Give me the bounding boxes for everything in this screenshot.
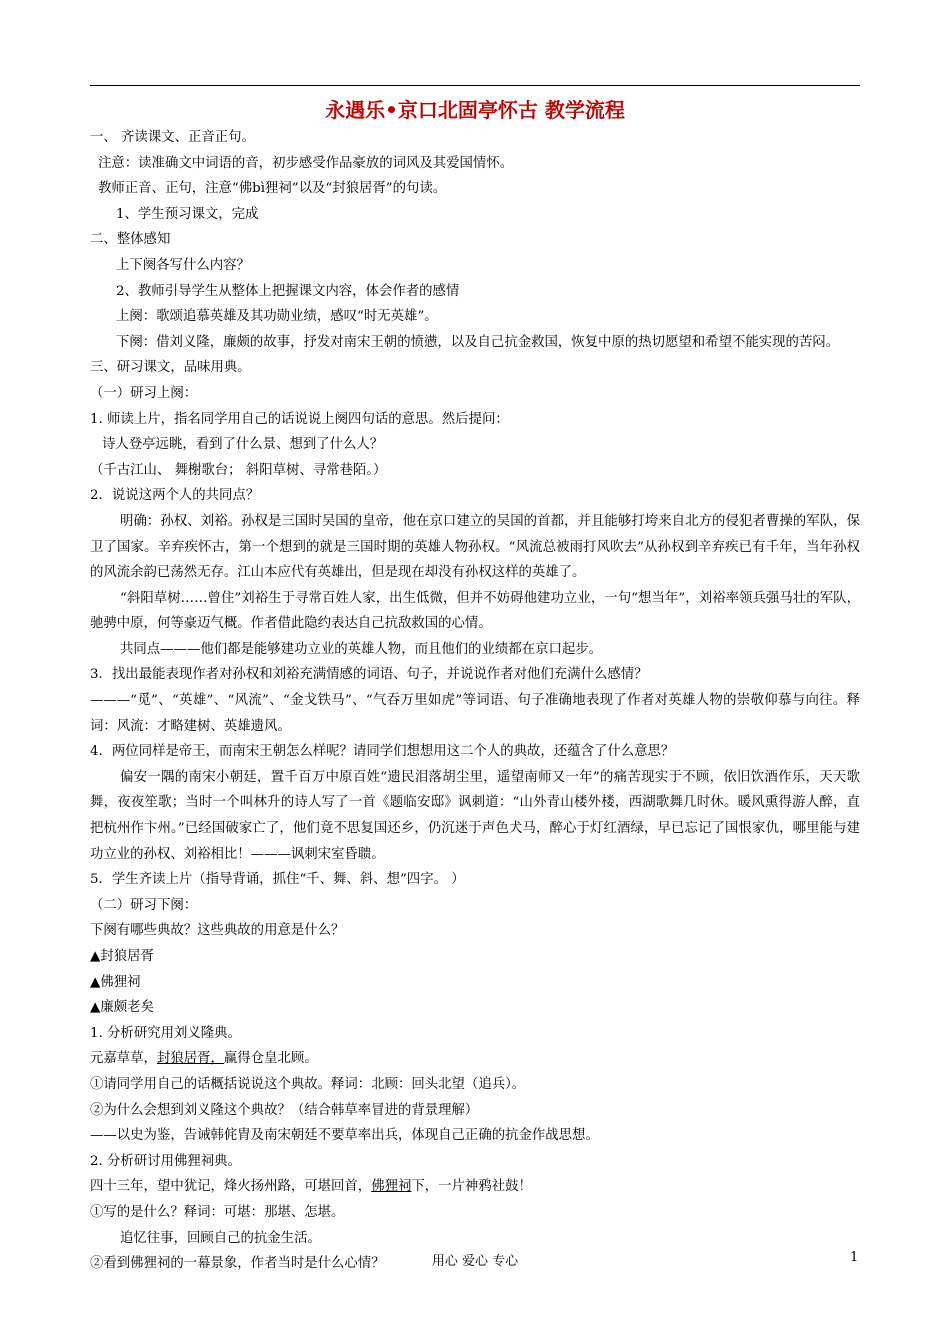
text-line	[90, 970, 860, 996]
text-line	[90, 1098, 860, 1124]
line-text: 教师正音、正句，注意“佛bì狸祠”以及“封狼居胥”的句读。	[98, 181, 447, 197]
text-line	[90, 279, 860, 305]
line-text: 1. 师读上片，指名同学用自己的话说说上阕四句话的意思。然后提问：	[90, 411, 509, 427]
line-text: 2．说说这两个人的共同点？	[90, 488, 260, 504]
line-text: 2. 分析研讨用佛狸祠典。	[90, 1153, 241, 1169]
header-rule	[90, 85, 860, 86]
line-text: 一、 齐读课文、正音正句。	[90, 130, 255, 145]
text-line	[90, 944, 860, 970]
line-text: ▲佛狸祠	[90, 974, 141, 990]
line-text: 二、整体感知	[90, 232, 171, 248]
line-text: 下阕：借刘义隆，廉颇的故事，抒发对南宋王朝的愤懑，以及自己抗金救国，恢复中原的热切愿望和希望不能实现的苦闷。	[116, 334, 840, 350]
text-line	[90, 637, 860, 663]
text-line	[90, 739, 860, 765]
line-text: 上下阕各写什么内容？	[116, 257, 250, 273]
line-text: （二）研习下阕：	[90, 897, 198, 913]
text-line	[90, 1072, 860, 1098]
line-text: ———“觅”、“英雄”、“风流”、“金戈铁马”、“气吞万里如虎”等词语、句子准确地表现了作者对英雄人物的崇敬仰慕与向往。释词：风流：才略建树、英雄遗风。	[90, 693, 860, 734]
line-text: ▲封狼居胥	[90, 949, 154, 964]
text-line	[90, 176, 860, 202]
line-text: ▲廉颇老矣	[90, 1000, 154, 1016]
text-line	[90, 151, 860, 177]
line-text: 上阕：歌颂追慕英雄及其功勋业绩，感叹“时无英雄”。	[116, 309, 438, 325]
text-line	[90, 1046, 860, 1072]
document-body	[90, 125, 860, 1277]
text-line	[90, 893, 860, 919]
text-line	[90, 202, 860, 228]
line-text: 注意：读准确文中词语的音，初步感受作品豪放的词风及其爱国情怀。	[98, 155, 514, 171]
text-line	[90, 407, 860, 433]
text-line	[90, 688, 860, 739]
text-line	[90, 1226, 860, 1252]
text-line	[90, 995, 860, 1021]
text-line	[90, 483, 860, 509]
text-line	[90, 432, 860, 458]
page-title: 永遇乐•京口北固亭怀古 教学流程	[325, 98, 625, 122]
text-line	[90, 458, 860, 484]
line-text: 下阕有哪些典故？这些典故的用意是什么？	[90, 923, 345, 939]
line-text: 四十三年，望中犹记，烽火扬州路，可堪回首，	[90, 1179, 372, 1195]
text-line	[90, 304, 860, 330]
text-line	[90, 125, 860, 151]
footer-slogan: 用心 爱心 专心	[431, 1254, 519, 1269]
line-text: 偏安一隅的南宋小朝廷，置千百万中原百姓“遗民泪落胡尘里，遥望南师又一年”的痛苦现实于不顾，依旧饮酒作乐，天天歌舞，夜夜笙歌；当时一个叫林升的诗人写了一首《题临安邸》讽刺道：“山外青山楼外楼，西湖歌舞几时休。暖风熏得游人醉，直把杭州作卞州。”已经国破家亡了，他们竟不思复国还乡，仍沉迷于声色犬马，醉心于灯红酒绿，早已忘记了国恨家仇，哪里能与建功立业的孙权、刘裕相比！———讽刺宋室昏聩。	[90, 769, 860, 862]
text-line	[90, 1123, 860, 1149]
line-text: 4．两位同样是帝王，而南宋王朝怎么样呢？请同学们想想用这二个人的典故，还蕴含了什么意思？	[90, 744, 675, 760]
text-line	[90, 662, 860, 688]
text-line	[90, 1021, 860, 1047]
text-line	[90, 227, 860, 253]
line-text: 5．学生齐读上片（指导背诵，抓住“千、舞、斜、想”四字。 ）	[90, 872, 465, 888]
line-text: 追忆往事，回顾自己的抗金生活。	[120, 1230, 321, 1246]
line-text-tail: 下，一片神鸦社鼓！	[411, 1179, 532, 1195]
line-text-tail: 赢得仓皇北顾。	[223, 1051, 318, 1067]
underlined-text: 佛狸祠	[371, 1179, 412, 1195]
line-text: 元嘉草草，	[90, 1051, 157, 1067]
text-line	[90, 918, 860, 944]
text-line	[90, 381, 860, 407]
text-line	[90, 765, 860, 867]
line-text: 1、学生预习课文，完成	[116, 206, 259, 222]
text-line	[90, 509, 860, 586]
text-line	[90, 355, 860, 381]
page-number: 1	[850, 1250, 859, 1265]
line-text: 明确：孙权、刘裕。孙权是三国时吴国的皇帝，他在京口建立的吴国的首都，并且能够打垮来自北方的侵犯者曹操的军队，保卫了国家。辛弃疾怀古，第一个想到的就是三国时期的英雄人物孙权。“风流总被雨打风吹去”从孙权到辛弃疾已有千年，当年孙权的风流余韵已荡然无存。江山本应代有英雄出，但是现在却没有孙权这样的英雄了。	[90, 513, 860, 581]
text-line	[90, 1149, 860, 1175]
text-line	[90, 586, 860, 637]
text-line	[90, 330, 860, 356]
line-text: ②为什么会想到刘义隆这个典故？（结合韩草率冒进的背景理解）	[90, 1102, 479, 1118]
line-text: （千古江山、 舞榭歌台； 斜阳草树、寻常巷陌。）	[90, 462, 387, 478]
text-line	[90, 867, 860, 893]
line-text: “斜阳草树……曾住”刘裕生于寻常百姓人家，出生低微，但并不妨碍他建功立业，一句“想当年”，刘裕率领兵强马壮的军队，驰骋中原，何等豪迈气概。作者借此隐约表达自己抗敌救国的心情。	[90, 590, 860, 632]
text-line	[90, 1200, 860, 1226]
line-text: ①请同学用自己的话概括说说这个典故。释词：北顾：回头北望（追兵）。	[90, 1076, 526, 1092]
line-text: 三、研习课文，品味用典。	[90, 360, 251, 376]
line-text: ②看到佛狸祠的一幕景象，作者当时是什么心情？	[90, 1256, 385, 1272]
line-text: （一）研习上阕：	[90, 385, 198, 401]
text-line	[90, 253, 860, 279]
underlined-text: 封狼居胥，	[156, 1051, 224, 1067]
line-text: ①写的是什么？释词：可堪：那堪、怎堪。	[90, 1204, 345, 1220]
line-text: 3．找出最能表现作者对孙权和刘裕充满情感的词语、句子，并说说作者对他们充满什么感情？	[90, 667, 648, 683]
line-text: 2、教师引导学生从整体上把握课文内容，体会作者的感情	[116, 283, 460, 299]
line-text: ——以史为鉴，告诫韩侂胄及南宋朝廷不要草率出兵，体现自己正确的抗金作战思想。	[90, 1128, 599, 1144]
line-text: 共同点———他们都是能够建功立业的英雄人物，而且他们的业绩都在京口起步。	[120, 641, 603, 657]
text-line	[90, 1174, 860, 1200]
line-text: 1. 分析研究用刘义隆典。	[90, 1025, 241, 1041]
line-text: 诗人登亭远眺，看到了什么景、想到了什么人？	[102, 437, 384, 453]
